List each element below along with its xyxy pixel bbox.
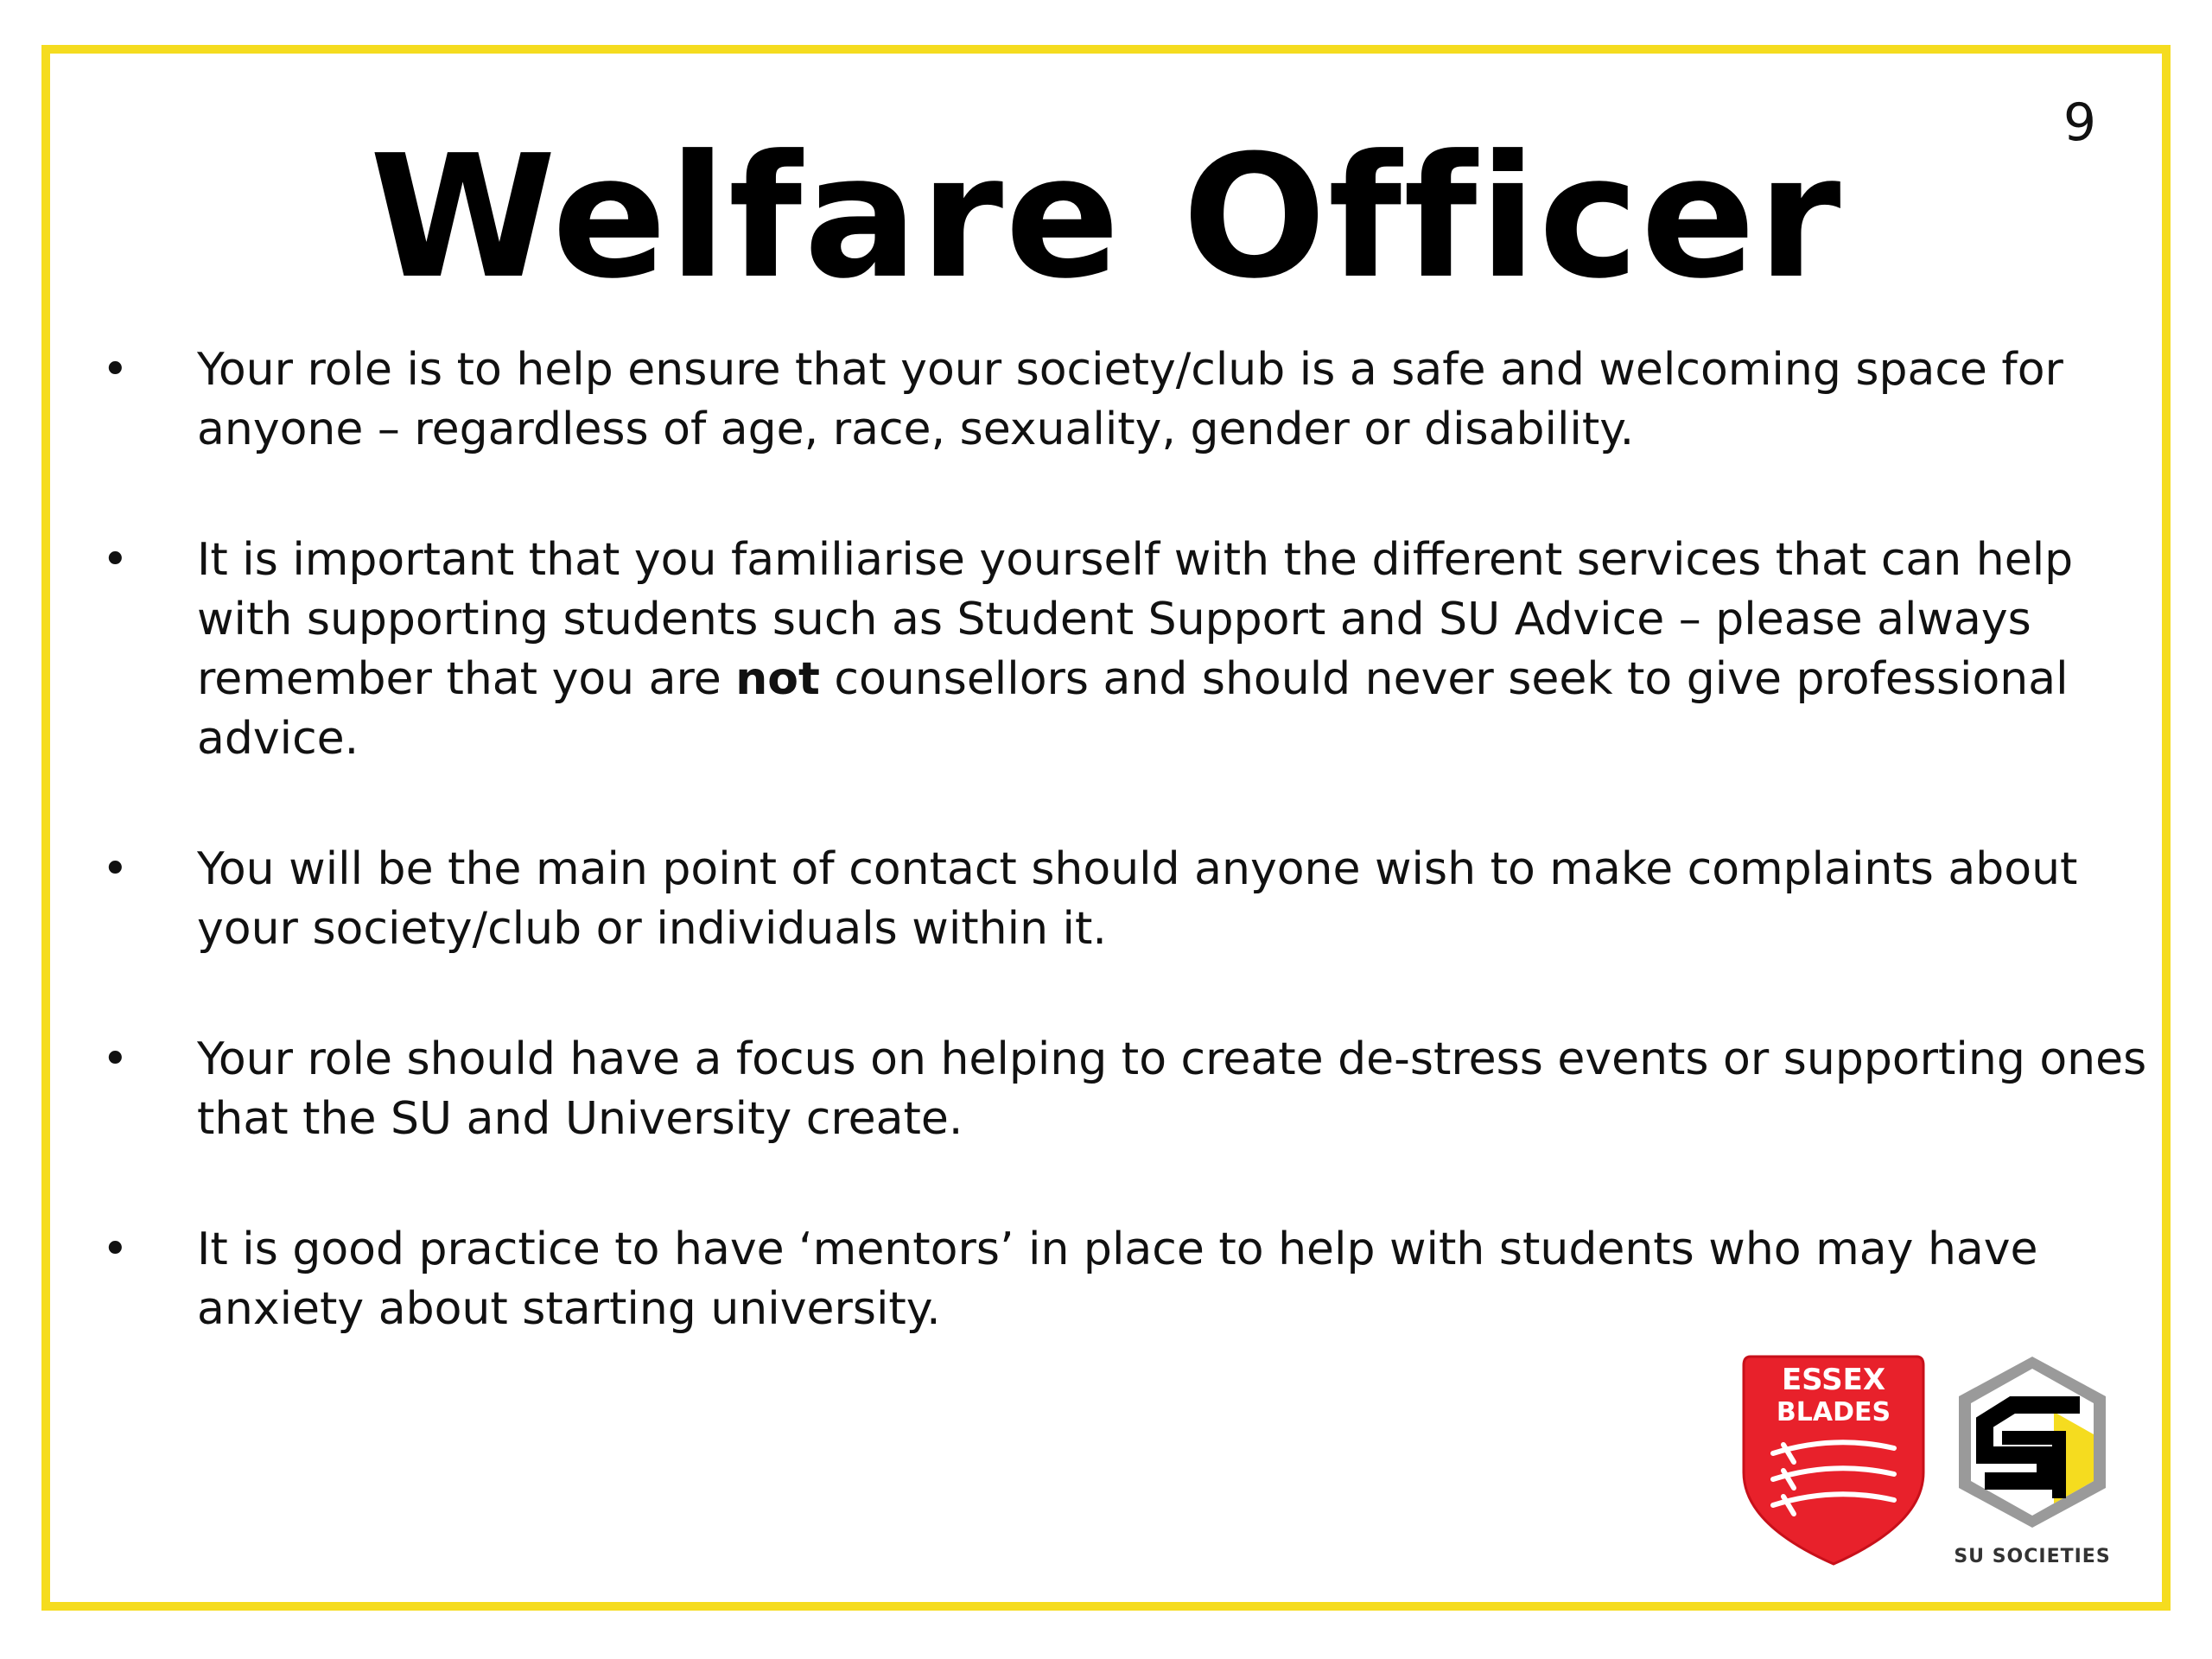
bullet-text: You will be the main point of contact should anyone wish to make complaints about your society/club or individuals within it. bbox=[197, 843, 2078, 955]
bullet-text-continued: counsellors and should never seek to give professional advice. bbox=[197, 653, 2069, 765]
bullet-dot: • bbox=[102, 1224, 129, 1275]
blades-text-line2: BLADES bbox=[1776, 1397, 1891, 1427]
logo-group bbox=[1738, 1351, 2119, 1567]
bullet-dot: • bbox=[102, 344, 129, 396]
su-societies-caption: SU SOCIETIES bbox=[1954, 1546, 2111, 1567]
page-number: 9 bbox=[2063, 92, 2096, 153]
su-cube-icon bbox=[1950, 1351, 2114, 1533]
bullet-item bbox=[102, 340, 2150, 460]
bullet-list bbox=[102, 340, 2150, 1410]
bullet-text: It is good practice to have ‘mentors’ in place to help with students who may have anxiety about starting university. bbox=[197, 1224, 2038, 1335]
slide-frame bbox=[41, 45, 2171, 1611]
su-societies-logo bbox=[1950, 1351, 2114, 1567]
bullet-dot: • bbox=[102, 534, 129, 586]
bullet-emphasis: not bbox=[735, 653, 820, 705]
bullet-dot: • bbox=[102, 1033, 129, 1085]
blades-text-line1: ESSEX bbox=[1781, 1363, 1886, 1397]
slide-title: Welfare Officer bbox=[369, 119, 1843, 316]
bullet-item bbox=[102, 1220, 2150, 1339]
bullet-text: It is important that you familiarise yourself with the different services that can help with supporting students such as Student Support and SU Advice – please always remember that you are bbox=[197, 534, 2074, 705]
bullet-item bbox=[102, 1030, 2150, 1149]
essex-blades-logo bbox=[1738, 1351, 1929, 1567]
bullet-dot: • bbox=[102, 843, 129, 895]
bullet-text: Your role is to help ensure that your society/club is a safe and welcoming space for anyone – regardless of age, race, sexuality, gender or disability. bbox=[197, 344, 2063, 455]
bullet-item bbox=[102, 840, 2150, 959]
bullet-text: Your role should have a focus on helping to create de-stress events or supporting ones that the SU and University create. bbox=[197, 1033, 2147, 1145]
bullet-item bbox=[102, 531, 2150, 769]
